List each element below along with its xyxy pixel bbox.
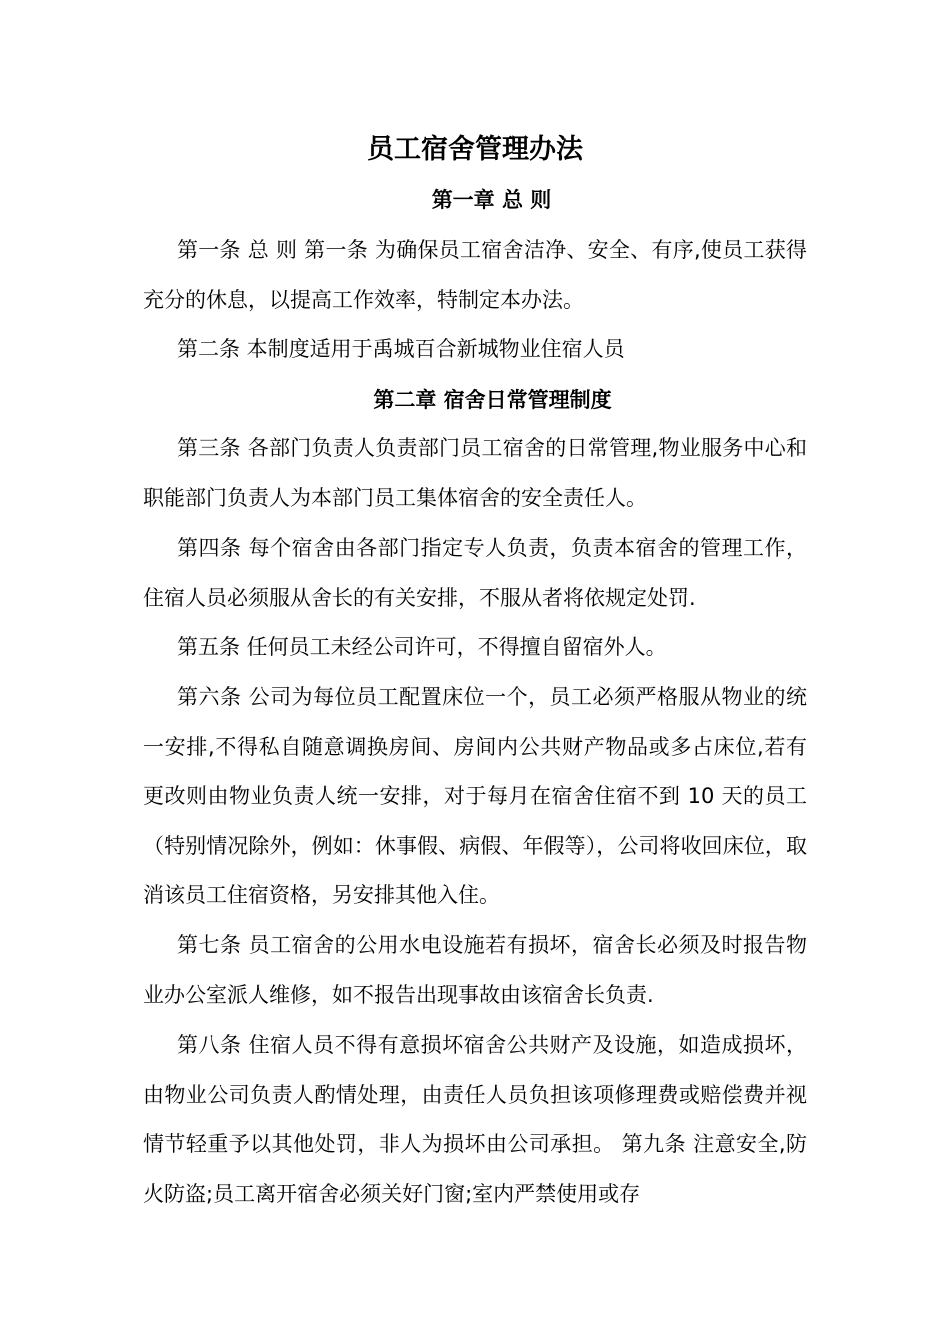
article-2: 第二条 本制度适用于禹城百合新城物业住宿人员	[177, 337, 625, 361]
article-3: 第三条 各部门负责人负责部门员工宿舍的日常管理,物业服务中心和职能部门负责人为本部门员工集体宿舍的安全责任人。	[143, 436, 807, 510]
article-1: 第一条 总 则 第一条 为确保员工宿舍洁净、安全、有序,使员工获得充分的休息，以提高工作效率，特制定本办法。	[143, 238, 807, 312]
document-title: 员工宿舍管理办法	[367, 134, 583, 165]
article-4: 第四条 每个宿舍由各部门指定专人负责，负责本宿舍的管理工作，住宿人员必须服从舍长的有关安排，不服从者将依规定处罚.	[143, 536, 807, 610]
article-8: 第八条 住宿人员不得有意损坏宿舍公共财产及设施，如造成损坏，由物业公司负责人酌情处理，由责任人员负担该项修理费或赔偿费并视情节轻重予以其他处罚，非人为损坏由公司承担。 第九条 注意安全,防火防盗;员工离开宿舍必须关好门窗;室内严禁使用或存	[143, 1033, 807, 1206]
article-7: 第七条 员工宿舍的公用水电设施若有损坏，宿舍长必须及时报告物业办公室派人维修，如不报告出现事故由该宿舍长负责.	[143, 933, 807, 1007]
article-5: 第五条 任何员工未经公司许可，不得擅自留宿外人。	[177, 635, 667, 659]
chapter-heading-1: 第一章 总 则	[431, 188, 552, 212]
chapter-heading-2: 第二章 宿舍日常管理制度	[373, 388, 612, 412]
article-6: 第六条 公司为每位员工配置床位一个，员工必须严格服从物业的统一安排,不得私自随意调换房间、房间内公共财产物品或多占床位,若有更改则由物业负责人统一安排，对于每月在宿舍住宿不到 10 天的员工（特别情况除外，例如：休事假、病假、年假等），公司将收回床位，取消该员工住宿资格，另安排其他入住。	[143, 685, 807, 907]
